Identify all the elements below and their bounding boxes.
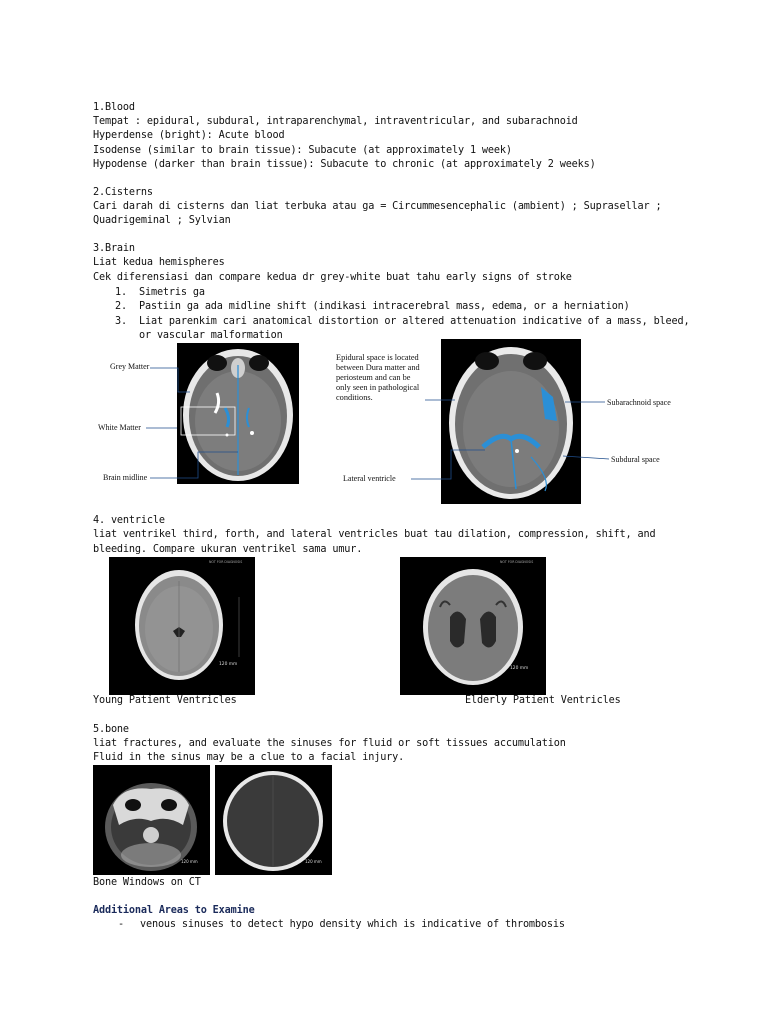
ventricle-line-1: liat ventrikel third, forth, and lateral ventricles buat tau dilation, compression, shift, and bbox=[93, 529, 656, 540]
section-title-additional: Additional Areas to Examine bbox=[93, 905, 255, 916]
cisterns-line-1: Cari darah di cisterns dan liat terbuka atau ga = Circummesencephalic (ambient) ; Suprasellar ; bbox=[93, 201, 662, 212]
epidural-line-1: Epidural space is located bbox=[336, 353, 419, 362]
additional-item: venous sinuses to detect hypo density which is indicative of thrombosis bbox=[140, 919, 565, 930]
scan-scale-young: 120 mm bbox=[219, 662, 238, 667]
blood-line-4: Hypodense (darker than brain tissue): Subacute to chronic (at approximately 2 weeks) bbox=[93, 159, 596, 170]
scan-scale-bone-1: 120 mm bbox=[181, 859, 198, 864]
ventricle-line-2: bleeding. Compare ukuran ventrikel sama umur. bbox=[93, 544, 363, 555]
label-brain-midline: Brain midline bbox=[103, 473, 148, 482]
scan-scale-elderly: 120 mm bbox=[510, 666, 529, 671]
bone-line-2: Fluid in the sinus may be a clue to a facial injury. bbox=[93, 752, 405, 763]
caption-elderly-ventricles: Elderly Patient Ventricles bbox=[465, 695, 621, 706]
right-figure-leader-lines bbox=[405, 390, 615, 485]
ct-bone-window-vertex bbox=[215, 765, 332, 875]
label-subarachnoid-space: Subarachnoid space bbox=[607, 398, 671, 407]
brain-list-num-3: 3. bbox=[115, 316, 127, 327]
ct-scan-young-patient bbox=[109, 557, 255, 695]
label-grey-matter: Grey Matter bbox=[110, 362, 150, 371]
brain-list-num-1: 1. bbox=[115, 287, 127, 298]
section-title-brain: 3.Brain bbox=[93, 243, 135, 254]
epidural-line-5: conditions. bbox=[336, 393, 373, 402]
label-subdural-space: Subdural space bbox=[611, 455, 660, 464]
section-title-bone: 5.bone bbox=[93, 724, 129, 735]
blood-line-1: Tempat : epidural, subdural, intraparenchymal, intraventricular, and subarachnoid bbox=[93, 116, 578, 127]
brain-line-2: Cek diferensiasi dan compare kedua dr grey-white buat tahu early signs of stroke bbox=[93, 272, 572, 283]
section-title-blood: 1.Blood bbox=[93, 102, 135, 113]
epidural-line-4: only seen in pathological bbox=[336, 383, 420, 392]
ct-bone-window-skull-base bbox=[93, 765, 210, 875]
brain-line-1: Liat kedua hemispheres bbox=[93, 257, 225, 268]
cisterns-line-2: Quadrigeminal ; Sylvian bbox=[93, 215, 231, 226]
additional-bullet: - bbox=[118, 919, 124, 930]
label-lateral-ventricle: Lateral ventricle bbox=[343, 474, 396, 483]
blood-line-3: Isodense (similar to brain tissue): Subacute (at approximately 1 week) bbox=[93, 145, 512, 156]
epidural-line-2: between Dura matter and bbox=[336, 363, 420, 372]
section-title-ventricle: 4. ventricle bbox=[93, 515, 165, 526]
brain-list-item-2: Pastiin ga ada midline shift (indikasi intracerebral mass, edema, or a herniation) bbox=[139, 301, 630, 312]
label-white-matter: White Matter bbox=[98, 423, 141, 432]
scan-scale-bone-2: 120 mm bbox=[305, 859, 322, 864]
epidural-line-3: periosteum and can be bbox=[336, 373, 411, 382]
ct-scan-elderly-patient bbox=[400, 557, 546, 695]
brain-list-item-3: Liat parenkim cari anatomical distortion or altered attenuation indicative of a mass, bleed, bbox=[139, 316, 690, 327]
brain-list-num-2: 2. bbox=[115, 301, 127, 312]
scan-header-young: NOT FOR DIAGNOSIS bbox=[209, 560, 243, 564]
bone-line-1: liat fractures, and evaluate the sinuses for fluid or soft tissues accumulation bbox=[93, 738, 566, 749]
brain-list-item-3-cont: or vascular malformation bbox=[139, 330, 283, 341]
brain-list-item-1: Simetris ga bbox=[139, 287, 205, 298]
caption-young-ventricles: Young Patient Ventricles bbox=[93, 695, 237, 706]
caption-bone-windows: Bone Windows on CT bbox=[93, 877, 201, 888]
section-title-cisterns: 2.Cisterns bbox=[93, 187, 153, 198]
left-figure-leader-lines bbox=[140, 360, 240, 485]
scan-header-elderly: NOT FOR DIAGNOSIS bbox=[500, 560, 534, 564]
blood-line-2: Hyperdense (bright): Acute blood bbox=[93, 130, 285, 141]
